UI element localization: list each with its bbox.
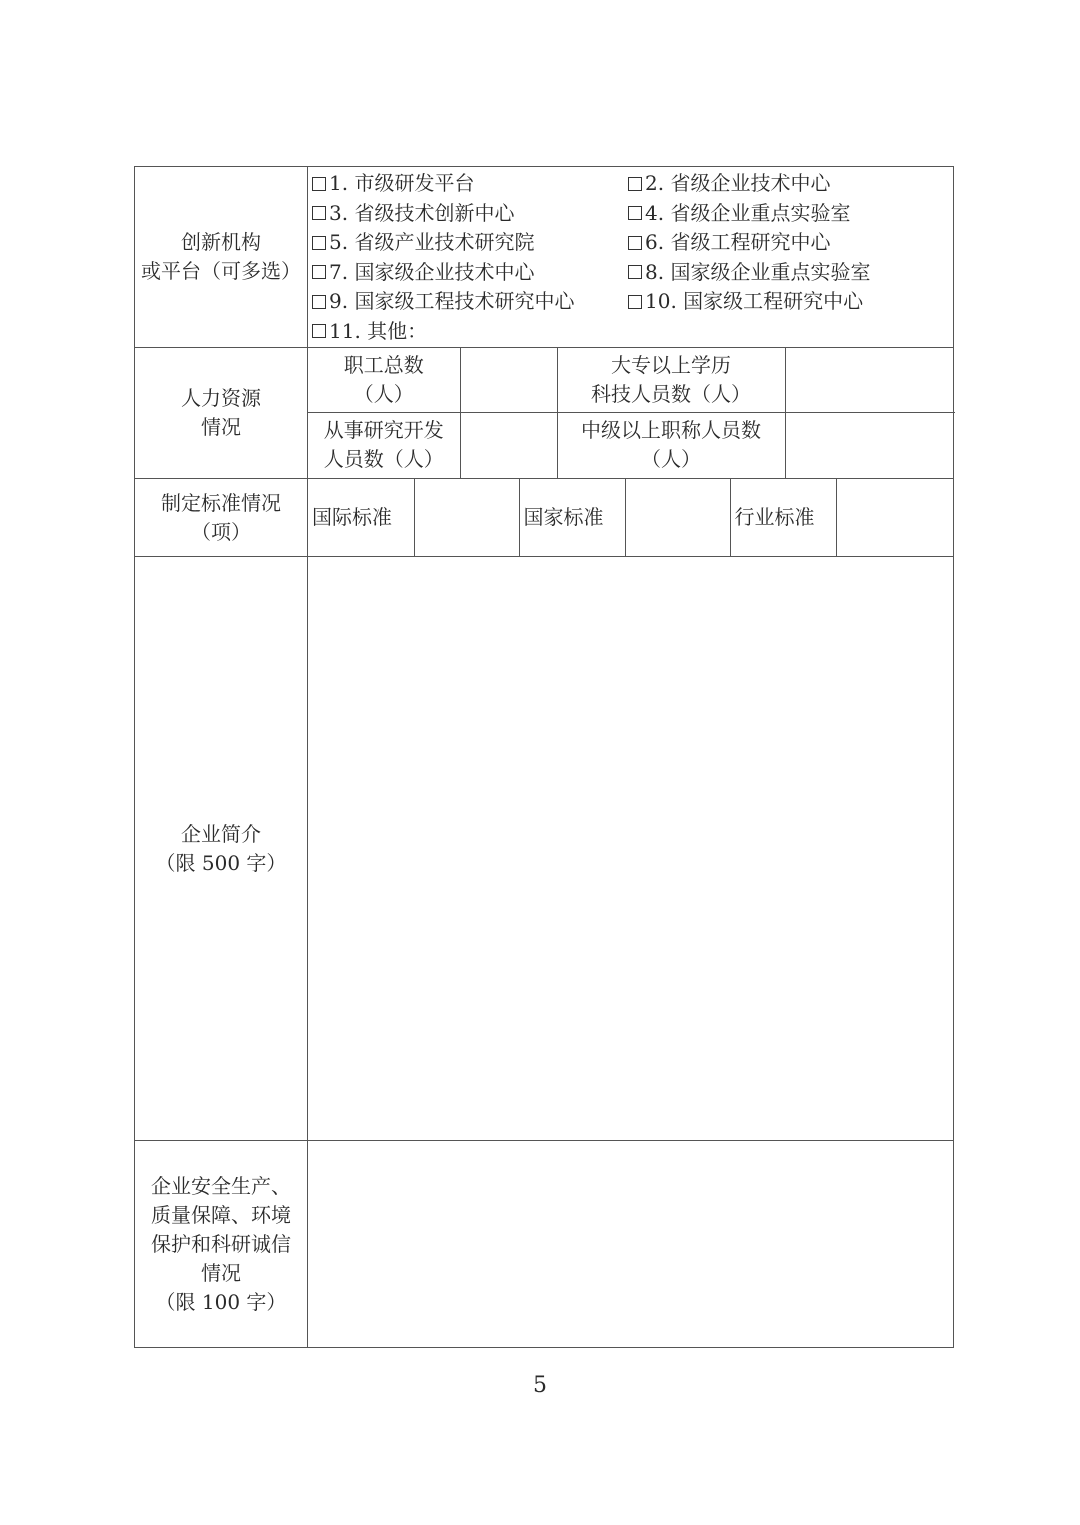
human-resources-grid-cell	[308, 348, 954, 479]
safety-label: 企业安全生产、 质量保障、环境 保护和科研诚信 情况 （限 100 字）	[135, 1141, 308, 1348]
option-other[interactable]: 11. 其他：	[312, 317, 427, 346]
option-provincial-engineering-research-center[interactable]: 6. 省级工程研究中心	[628, 228, 830, 257]
option-national-enterprise-tech-center[interactable]: 7. 国家级企业技术中心	[312, 258, 534, 287]
international-standard-label: 国际标准	[308, 479, 414, 556]
checkbox-icon[interactable]	[312, 177, 326, 191]
safety-input[interactable]	[308, 1141, 954, 1348]
option-national-engineering-tech-research-center[interactable]: 9. 国家级工程技术研究中心	[312, 287, 574, 316]
checkbox-icon[interactable]	[628, 177, 642, 191]
option-provincial-industry-tech-institute[interactable]: 5. 省级产业技术研究院	[312, 228, 534, 257]
human-resources-row	[135, 348, 954, 479]
checkbox-icon[interactable]	[628, 206, 642, 220]
human-resources-grid	[308, 348, 955, 478]
company-intro-row	[135, 557, 954, 1141]
checkbox-icon[interactable]	[312, 265, 326, 279]
standards-label: 制定标准情况 （项）	[135, 479, 308, 557]
checkbox-icon[interactable]	[628, 236, 642, 250]
innovation-row	[135, 167, 954, 348]
rnd-staff-input[interactable]	[460, 412, 557, 478]
option-provincial-key-lab[interactable]: 4. 省级企业重点实验室	[628, 199, 850, 228]
national-standard-label: 国家标准	[519, 479, 625, 556]
national-standard-input[interactable]	[625, 479, 730, 556]
checkbox-icon[interactable]	[628, 265, 642, 279]
standards-grid	[308, 479, 955, 556]
human-resources-label: 人力资源 情况	[135, 348, 308, 479]
rnd-staff-label: 从事研究开发 人员数（人）	[308, 412, 460, 478]
option-provincial-enterprise-tech-center[interactable]: 2. 省级企业技术中心	[628, 169, 830, 198]
label-line: 创新机构	[181, 230, 261, 254]
company-intro-input[interactable]	[308, 557, 954, 1141]
checkbox-icon[interactable]	[628, 295, 642, 309]
checkbox-icon[interactable]	[312, 324, 326, 338]
total-staff-label: 职工总数 （人）	[308, 348, 460, 412]
company-intro-label: 企业简介 （限 500 字）	[135, 557, 308, 1141]
option-national-key-lab[interactable]: 8. 国家级企业重点实验室	[628, 258, 870, 287]
mid-title-staff-input[interactable]	[785, 412, 955, 478]
safety-row	[135, 1141, 954, 1348]
industry-standard-label: 行业标准	[730, 479, 836, 556]
industry-standard-input[interactable]	[836, 479, 955, 556]
innovation-label	[135, 167, 308, 348]
option-provincial-tech-innovation-center[interactable]: 3. 省级技术创新中心	[312, 199, 514, 228]
standards-row	[135, 479, 954, 557]
total-staff-input[interactable]	[460, 348, 557, 412]
application-form-table	[134, 166, 954, 1348]
platform-options-cell	[308, 167, 954, 348]
checkbox-icon[interactable]	[312, 206, 326, 220]
college-tech-staff-label: 大专以上学历 科技人员数（人）	[557, 348, 785, 412]
checkbox-icon[interactable]	[312, 295, 326, 309]
checkbox-icon[interactable]	[312, 236, 326, 250]
college-tech-staff-input[interactable]	[785, 348, 955, 412]
international-standard-input[interactable]	[414, 479, 519, 556]
option-national-engineering-research-center[interactable]: 10. 国家级工程研究中心	[628, 287, 863, 316]
page-number: 5	[533, 1373, 547, 1398]
option-city-rnd-platform[interactable]: 1. 市级研发平台	[312, 169, 474, 198]
label-line: 或平台（可多选）	[141, 259, 301, 283]
standards-grid-cell	[308, 479, 954, 557]
mid-title-staff-label: 中级以上职称人员数 （人）	[557, 412, 785, 478]
